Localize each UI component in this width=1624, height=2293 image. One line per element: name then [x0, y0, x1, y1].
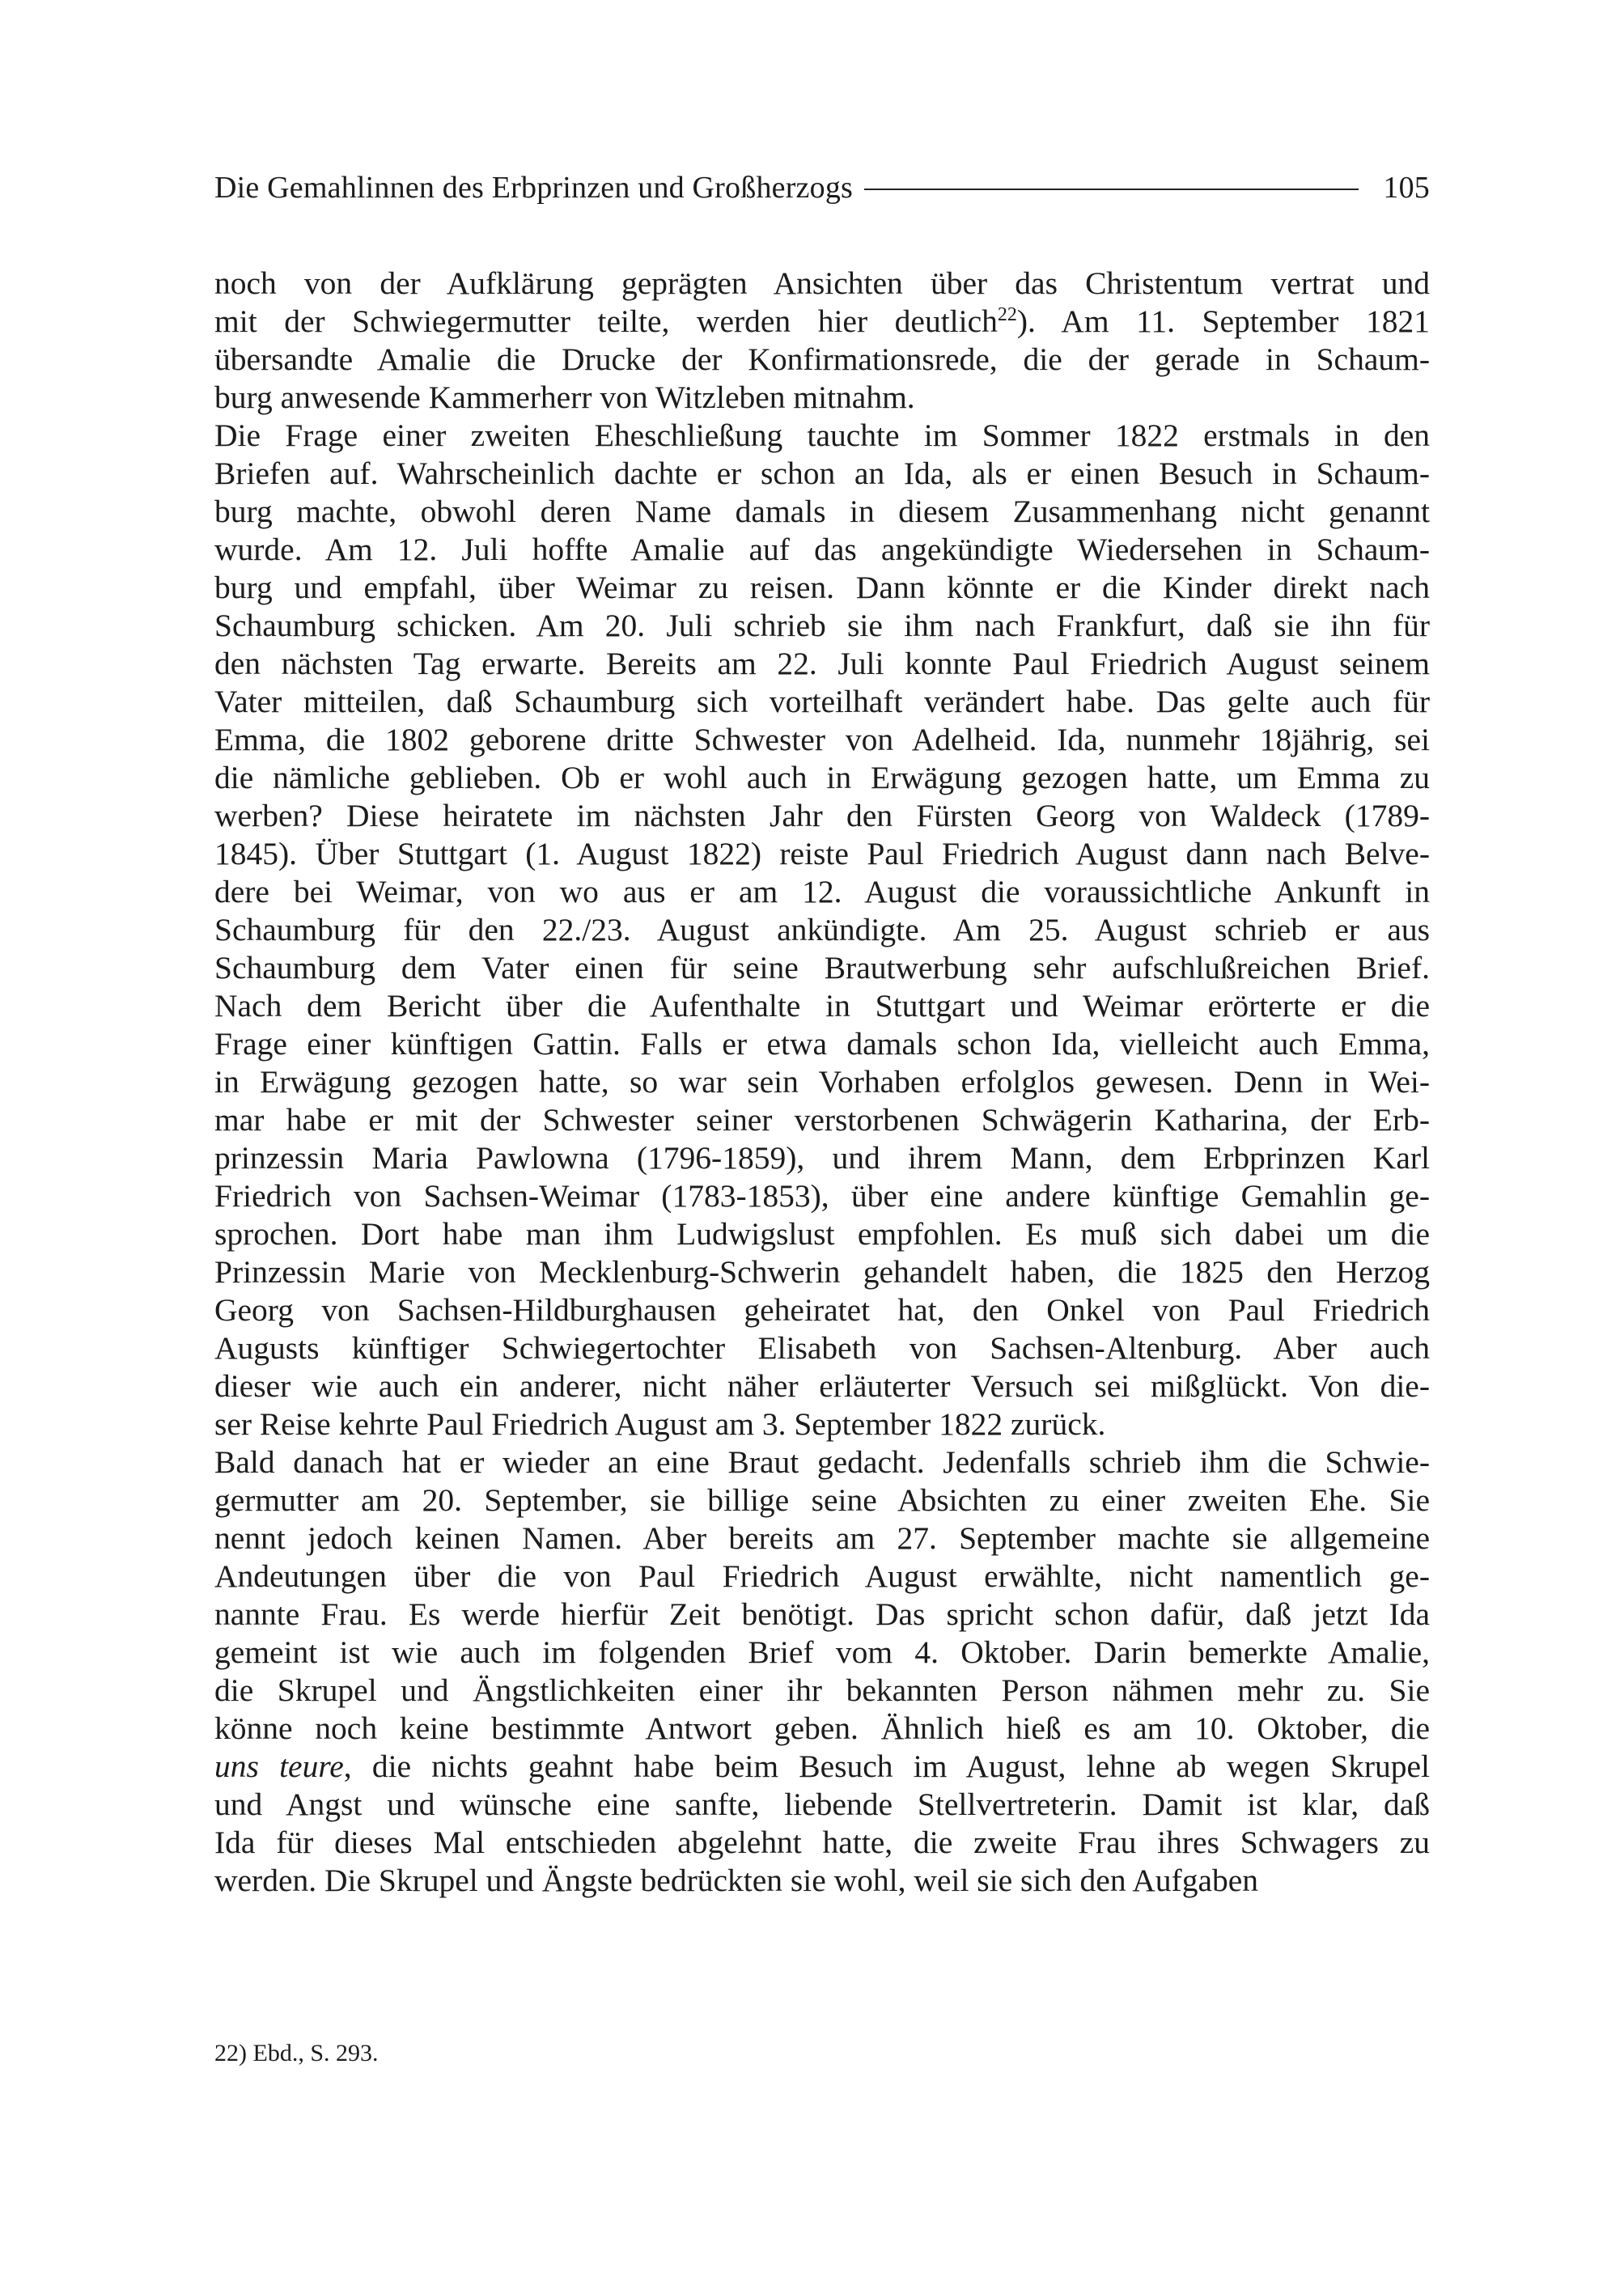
text-line: Bald danach hat er wieder an eine Braut gedacht. Jedenfalls schrieb ihm die Schwie- [214, 1444, 1430, 1480]
page-number: 105 [1383, 171, 1430, 205]
text-line: germutter am 20. September, sie billige seine Absichten zu einer zweiten Ehe. Sie [214, 1482, 1430, 1518]
paragraph-3 [214, 1443, 1430, 1900]
text-line: wurde. Am 12. Juli hoffte Amalie auf das angekündigte Wiedersehen in Schaum- [214, 532, 1430, 567]
text-line: werben? Diese heiratete im nächsten Jahr den Fürsten Georg von Waldeck (1789- [214, 798, 1430, 833]
text-line: Schaumburg dem Vater einen für seine Brautwerbung sehr aufschlußreichen Brief. [214, 950, 1430, 985]
text-line: werden. Die Skrupel und Ängste bedrückten sie wohl, weil sie sich den Aufgaben [214, 1863, 1259, 1898]
text-line: Schaumburg für den 22./23. August ankündigte. Am 25. August schrieb er aus [214, 912, 1430, 947]
text-line: die nämliche geblieben. Ob er wohl auch in Erwägung gezogen hatte, um Emma zu [214, 760, 1430, 795]
text-line: Schaumburg schicken. Am 20. Juli schrieb sie ihm nach Frankfurt, daß sie ihn für [214, 608, 1430, 643]
text-line: noch von der Aufklärung geprägten Ansichten über das Christentum vertrat und [214, 265, 1430, 301]
emphasis: uns teure [214, 1748, 344, 1784]
text-line: Vater mitteilen, daß Schaumburg sich vorteilhaft verändert habe. Das gelte auch für [214, 684, 1430, 719]
text-line: in Erwägung gezogen hatte, so war sein Vorhaben erfolglos gewesen. Denn in Wei- [214, 1064, 1430, 1100]
text-line: Augusts künftiger Schwiegertochter Elisabeth von Sachsen-Altenburg. Aber auch [214, 1330, 1430, 1366]
running-head [214, 164, 1430, 211]
body-text [214, 265, 1430, 1900]
text-line: Briefen auf. Wahrscheinlich dachte er schon an Ida, als er einen Besuch in Schaum- [214, 456, 1430, 491]
text-line: könne noch keine bestimmte Antwort geben. Ähnlich hieß es am 10. Oktober, die [214, 1710, 1430, 1746]
text-line: Emma, die 1802 geborene dritte Schwester von Adelheid. Ida, nunmehr 18jährig, sei [214, 722, 1430, 757]
text-line: sprochen. Dort habe man ihm Ludwigslust empfohlen. Es muß sich dabei um die [214, 1216, 1430, 1252]
text-line: nannte Frau. Es werde hierfür Zeit benötigt. Das spricht schon dafür, daß jetzt Ida [214, 1596, 1430, 1632]
text-line: Friedrich von Sachsen-Weimar (1783-1853), über eine andere künftige Gemahlin ge- [214, 1178, 1430, 1214]
text-line: Die Frage einer zweiten Eheschließung tauchte im Sommer 1822 erstmals in den [214, 417, 1430, 453]
text-line-part: mit der Schwiegermutter teilte, werden hier deutlich [214, 303, 998, 339]
text-line: nennt jedoch keinen Namen. Aber bereits am 27. September machte sie allgemeine [214, 1520, 1430, 1556]
text-line: und Angst und wünsche eine sanfte, liebende Stellvertreterin. Damit ist klar, daß [214, 1787, 1430, 1822]
text-line: 1845). Über Stuttgart (1. August 1822) reiste Paul Friedrich August dann nach Belve- [214, 836, 1430, 871]
paragraph-2 [214, 417, 1430, 1443]
paragraph-1 [214, 265, 1430, 417]
text-line: gemeint ist wie auch im folgenden Brief vom 4. Oktober. Darin bemerkte Amalie, [214, 1634, 1430, 1670]
text-line: Frage einer künftigen Gattin. Falls er etwa damals schon Ida, vielleicht auch Emma, [214, 1026, 1430, 1062]
text-line: burg anwesende Kammerherr von Witzleben mitnahm. [214, 379, 915, 415]
text-line: dere bei Weimar, von wo aus er am 12. August die voraussichtliche Ankunft in [214, 874, 1430, 909]
text-line: mar habe er mit der Schwester seiner verstorbenen Schwägerin Katharina, der Erb- [214, 1102, 1430, 1138]
text-line-part: ). Am 11. September 1821 [1016, 303, 1430, 339]
text-line: Prinzessin Marie von Mecklenburg-Schwerin gehandelt haben, die 1825 den Herzog [214, 1254, 1430, 1290]
text-line: burg und empfahl, über Weimar zu reisen. Dann könnte er die Kinder direkt nach [214, 570, 1430, 605]
footnote-ref: 22 [997, 304, 1017, 325]
text-line: Andeutungen über die von Paul Friedrich August erwählte, nicht namentlich ge- [214, 1558, 1430, 1594]
text-line: burg machte, obwohl deren Name damals in diesem Zusammenhang nicht genannt [214, 494, 1430, 529]
text-line: prinzessin Maria Pawlowna (1796-1859), und ihrem Mann, dem Erbprinzen Karl [214, 1140, 1430, 1176]
text-line: Ida für dieses Mal entschieden abgelehnt hatte, die zweite Frau ihres Schwagers zu [214, 1825, 1430, 1860]
text-line: die Skrupel und Ängstlichkeiten einer ihr bekannten Person nähmen mehr zu. Sie [214, 1672, 1430, 1708]
header-rule [864, 189, 1359, 190]
footnote: 22) Ebd., S. 293. [214, 2040, 379, 2066]
text-line-part: , die nichts geahnt habe beim Besuch im August, lehne ab wegen Skrupel [343, 1748, 1430, 1784]
text-line: dieser wie auch ein anderer, nicht näher erläuterter Versuch sei mißglückt. Von die- [214, 1368, 1430, 1404]
text-line [214, 1748, 1430, 1786]
text-line: übersandte Amalie die Drucke der Konfirmationsrede, die der gerade in Schaum- [214, 341, 1430, 377]
running-title: Die Gemahlinnen des Erbprinzen und Großherzogs [214, 171, 854, 205]
text-line [214, 303, 1430, 341]
text-line: den nächsten Tag erwarte. Bereits am 22. Juli konnte Paul Friedrich August seinem [214, 646, 1430, 681]
text-line: ser Reise kehrte Paul Friedrich August am 3. September 1822 zurück. [214, 1406, 1106, 1442]
text-line: Georg von Sachsen-Hildburghausen geheiratet hat, den Onkel von Paul Friedrich [214, 1292, 1430, 1328]
text-line: Nach dem Bericht über die Aufenthalte in Stuttgart und Weimar erörterte er die [214, 988, 1430, 1024]
